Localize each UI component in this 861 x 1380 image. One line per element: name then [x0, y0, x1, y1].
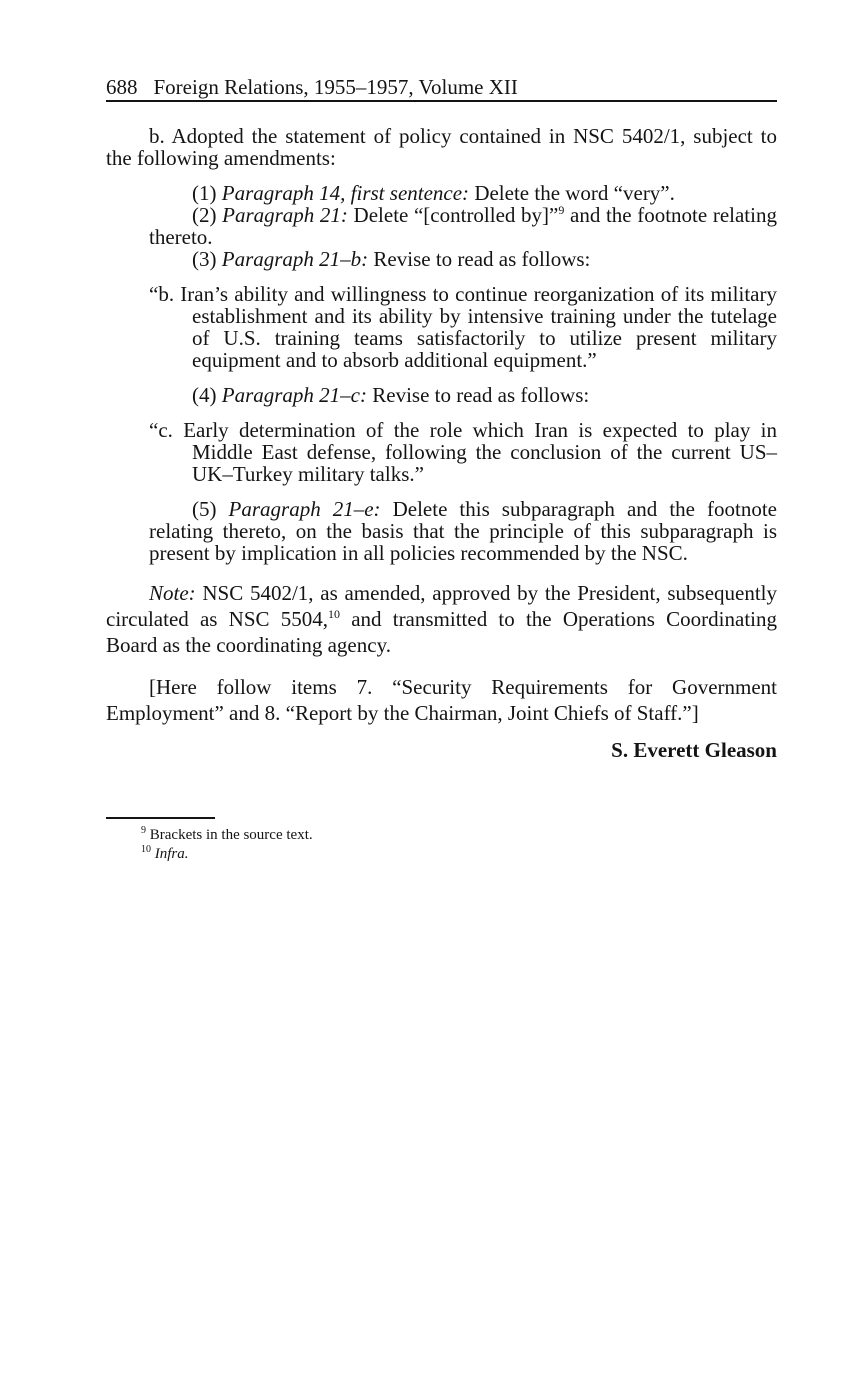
amendment-5: [106, 498, 777, 564]
signature: S. Everett Gleason: [611, 738, 777, 762]
amendment-2-ref: Paragraph 21:: [222, 203, 348, 227]
quoted-paragraph-b: “b. Iran’s ability and willingness to continue reorganization of its military establishment and its ability by intensive training under the tutelage of U.S. training teams satisfactorily to utilize present military equipment and to absorb additional equipment.”: [149, 282, 777, 372]
footnote-10: [141, 845, 313, 864]
amendment-1: [106, 182, 777, 204]
main-text: [106, 125, 777, 761]
amendment-5-text: Delete this subparagraph and the footnote relating thereto, on the basis that the principle of this subparagraph is present by implication in all policies recommended by the NSC.: [149, 497, 777, 565]
footnote-text: Infra.: [154, 846, 189, 862]
amendment-3-ref: Paragraph 21–b:: [221, 247, 369, 271]
footnote-number: 9: [141, 825, 146, 836]
amendment-5-number: (5): [192, 497, 229, 521]
running-header: [106, 74, 777, 102]
paragraph-b-intro: b. Adopted the statement of policy contained in NSC 5402/1, subject to the following amendments:: [106, 124, 777, 170]
note-paragraph: [106, 580, 777, 658]
amendment-3: [106, 248, 777, 270]
footnotes: [141, 826, 313, 864]
footnote-number: 10: [141, 844, 151, 855]
header-title: Foreign Relations, 1955–1957, Volume XII: [153, 75, 518, 99]
amendment-2-tail: and the footnote relating thereto.: [149, 203, 777, 249]
amendment-1-number: (1): [192, 181, 222, 205]
amendment-2-text: Delete “[controlled by]”: [347, 203, 559, 227]
amendment-4-text: Revise to read as follows:: [367, 383, 590, 407]
amendment-3-number: (3): [192, 247, 222, 271]
footnote-divider: [106, 817, 215, 819]
amendment-4-ref: Paragraph 21–c:: [221, 383, 367, 407]
amendment-3-text: Revise to read as follows:: [368, 247, 591, 271]
amendment-1-text: Delete the word “very”.: [469, 181, 675, 205]
amendment-4: [106, 384, 777, 406]
note-label: Note:: [149, 581, 196, 605]
amendment-4-number: (4): [192, 383, 222, 407]
footnote-text: Brackets in the source text.: [149, 827, 313, 843]
bracketed-items-paragraph: [Here follow items 7. “Security Requirements for Government Employment” and 8. “Report by the Chairman, Joint Chiefs of Staff.”]: [106, 675, 777, 725]
amendment-5-ref: Paragraph 21–e:: [228, 497, 381, 521]
footnote-ref-10[interactable]: 10: [328, 607, 340, 621]
footnote-ref-9[interactable]: 9: [558, 203, 565, 217]
quoted-paragraph-c: “c. Early determination of the role which Iran is expected to play in Middle East defense, following the conclusion of the current US–UK–Turkey military talks.”: [149, 418, 777, 486]
note-text-part-1: NSC 5402/1, as amended, approved by the President, subsequently circulated as NSC 5504,: [106, 581, 777, 631]
amendment-1-ref: Paragraph 14, first sentence:: [221, 181, 470, 205]
page-number: 688: [106, 75, 138, 99]
note-text-part-2: and transmitted to the Operations Coordinating Board as the coordinating agency.: [106, 607, 777, 657]
footnote-9: [141, 826, 313, 845]
amendment-2-number: (2): [192, 203, 223, 227]
amendment-2: [106, 204, 777, 248]
